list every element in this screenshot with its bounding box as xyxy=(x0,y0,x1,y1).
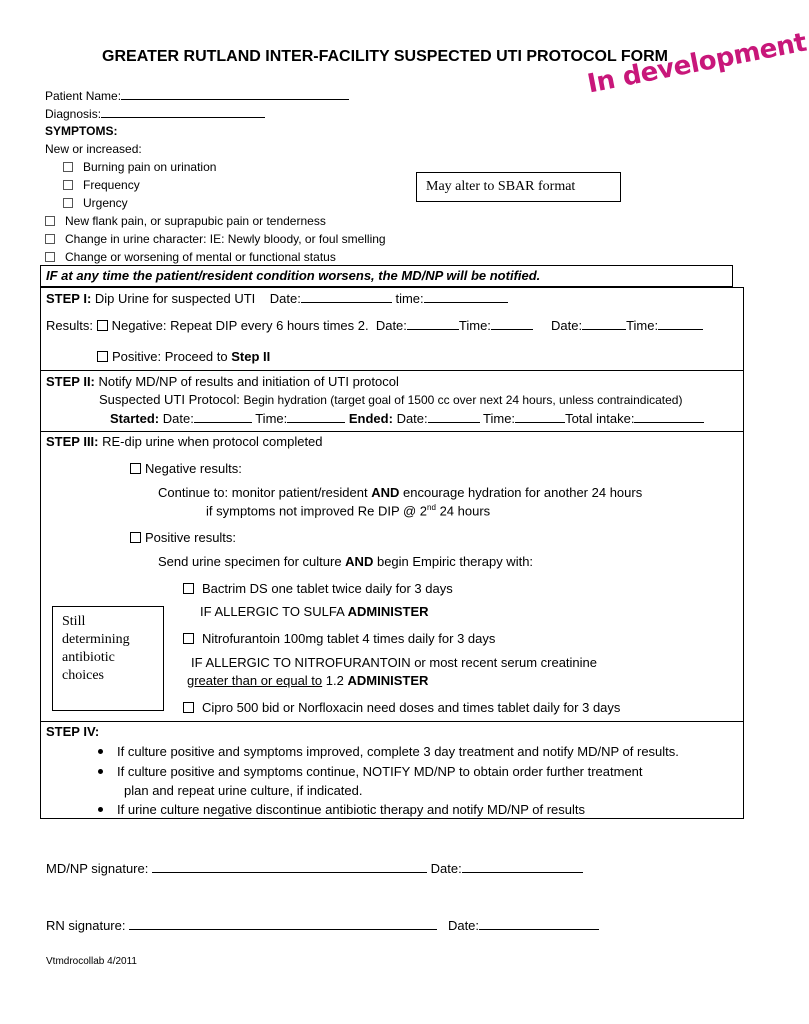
nitro-row: Nitrofurantoin 100mg tablet 4 times daily for 3 days xyxy=(183,631,495,646)
md-date-field[interactable] xyxy=(462,861,583,873)
notice-text: IF at any time the patient/resident condition worsens, the MD/NP will be notified. xyxy=(46,268,541,283)
neg-time-field[interactable] xyxy=(491,318,533,330)
divider xyxy=(40,721,744,722)
positive-checkbox[interactable] xyxy=(97,351,108,362)
rn-signature-row: RN signature: Date: xyxy=(46,918,599,933)
bactrim-row: Bactrim DS one tablet twice daily for 3 days xyxy=(183,581,453,596)
sulfa-row: IF ALLERGIC TO SULFA ADMINISTER xyxy=(200,604,429,619)
neg-date-field[interactable] xyxy=(407,318,459,330)
checkbox[interactable] xyxy=(45,252,55,262)
continue-row: Continue to: monitor patient/resident AND encourage hydration for another 24 hours xyxy=(158,485,643,500)
positive-results-checkbox[interactable] xyxy=(130,532,141,543)
protocol-table xyxy=(40,287,744,819)
nitro-checkbox[interactable] xyxy=(183,633,194,644)
step1-time-field[interactable] xyxy=(424,291,508,303)
checkbox[interactable] xyxy=(45,234,55,244)
bactrim-checkbox[interactable] xyxy=(183,583,194,594)
negative-checkbox[interactable] xyxy=(97,320,108,331)
diagnosis-label: Diagnosis: xyxy=(45,107,102,121)
step1-positive-row: Positive: Proceed to Step II xyxy=(97,349,270,364)
step4-bullet-2: If culture positive and symptoms continue, NOTIFY MD/NP to obtain order further treatment xyxy=(98,764,643,779)
step2-protocol-row: Suspected UTI Protocol: Begin hydration (target goal of 1500 cc over next 24 hours, unless contraindicated) xyxy=(99,392,683,407)
step4-bullet-2-cont: plan and repeat urine culture, if indicated. xyxy=(124,783,363,798)
md-signature-field[interactable] xyxy=(152,861,427,873)
negative-results-row: Negative results: xyxy=(130,461,242,476)
patient-name-label: Patient Name: xyxy=(45,89,122,103)
step4-bullet-1: If culture positive and symptoms improved, complete 3 day treatment and notify MD/NP of results. xyxy=(98,744,679,759)
step1-row: STEP I: Dip Urine for suspected UTI Date: time: xyxy=(46,291,508,306)
diagnosis-field[interactable] xyxy=(101,106,265,118)
redip-row: if symptoms not improved Re DIP @ 2nd 24 hours xyxy=(206,503,491,519)
cipro-row: Cipro 500 bid or Norfloxacin need doses and times tablet daily for 3 days xyxy=(183,700,620,715)
step1-date-field[interactable] xyxy=(301,291,392,303)
nitro-threshold-row: greater than or equal to 1.2 ADMINISTER xyxy=(187,673,429,688)
step1-results-row: Results: Negative: Repeat DIP every 6 hours times 2. Date: Time: Date: Time: xyxy=(46,318,703,333)
symptom-urgency: Urgency xyxy=(63,196,128,210)
started-date-field[interactable] xyxy=(194,411,252,423)
step3-row: STEP III: RE-dip urine when protocol completed xyxy=(46,434,323,449)
sbar-note: May alter to SBAR format xyxy=(426,179,576,194)
in-development-stamp: In development xyxy=(585,27,809,100)
rn-date-field[interactable] xyxy=(479,918,599,930)
footer: Vtmdrocollab 4/2011 xyxy=(46,956,137,967)
step4-bullet-3: If urine culture negative discontinue antibiotic therapy and notify MD/NP of results xyxy=(98,802,585,817)
divider xyxy=(40,370,744,371)
diagnosis-row xyxy=(45,106,265,121)
nitro-allergy-row: IF ALLERGIC TO NITROFURANTOIN or most recent serum creatinine xyxy=(191,655,597,670)
positive-results-row: Positive results: xyxy=(130,530,236,545)
checkbox[interactable] xyxy=(63,180,73,190)
ended-time-field[interactable] xyxy=(515,411,565,423)
symptom-frequency: Frequency xyxy=(63,178,140,192)
step4-label: STEP IV: xyxy=(46,724,100,739)
md-signature-row: MD/NP signature: Date: xyxy=(46,861,583,876)
still-determining-note: Still determining antibiotic choices xyxy=(62,614,130,683)
ended-date-field[interactable] xyxy=(428,411,480,423)
form-title: GREATER RUTLAND INTER-FACILITY SUSPECTED UTI PROTOCOL FORM xyxy=(102,48,668,65)
negative-results-checkbox[interactable] xyxy=(130,463,141,474)
started-time-field[interactable] xyxy=(287,411,345,423)
symptom-mental-status: Change or worsening of mental or functional status xyxy=(45,250,336,264)
new-or-increased-label: New or increased: xyxy=(45,142,142,156)
neg-time2-field[interactable] xyxy=(658,318,703,330)
step2-row: STEP II: Notify MD/NP of results and initiation of UTI protocol xyxy=(46,374,399,389)
patient-name-row xyxy=(45,88,349,103)
symptoms-heading: SYMPTOMS: xyxy=(45,124,118,138)
checkbox[interactable] xyxy=(45,216,55,226)
cipro-checkbox[interactable] xyxy=(183,702,194,713)
symptom-urine-change: Change in urine character: IE: Newly bloody, or foul smelling xyxy=(45,232,386,246)
send-specimen-row: Send urine specimen for culture AND begin Empiric therapy with: xyxy=(158,554,534,569)
checkbox[interactable] xyxy=(63,162,73,172)
symptom-burning: Burning pain on urination xyxy=(63,160,216,174)
rn-signature-field[interactable] xyxy=(129,918,437,930)
symptom-flank-pain: New flank pain, or suprapubic pain or tenderness xyxy=(45,214,326,228)
total-intake-field[interactable] xyxy=(634,411,704,423)
step2-times-row: Started: Date: Time: Ended: Date: Time: Total intake: xyxy=(110,411,704,426)
divider xyxy=(40,431,744,432)
checkbox[interactable] xyxy=(63,198,73,208)
neg-date2-field[interactable] xyxy=(582,318,626,330)
patient-name-field[interactable] xyxy=(121,88,349,100)
